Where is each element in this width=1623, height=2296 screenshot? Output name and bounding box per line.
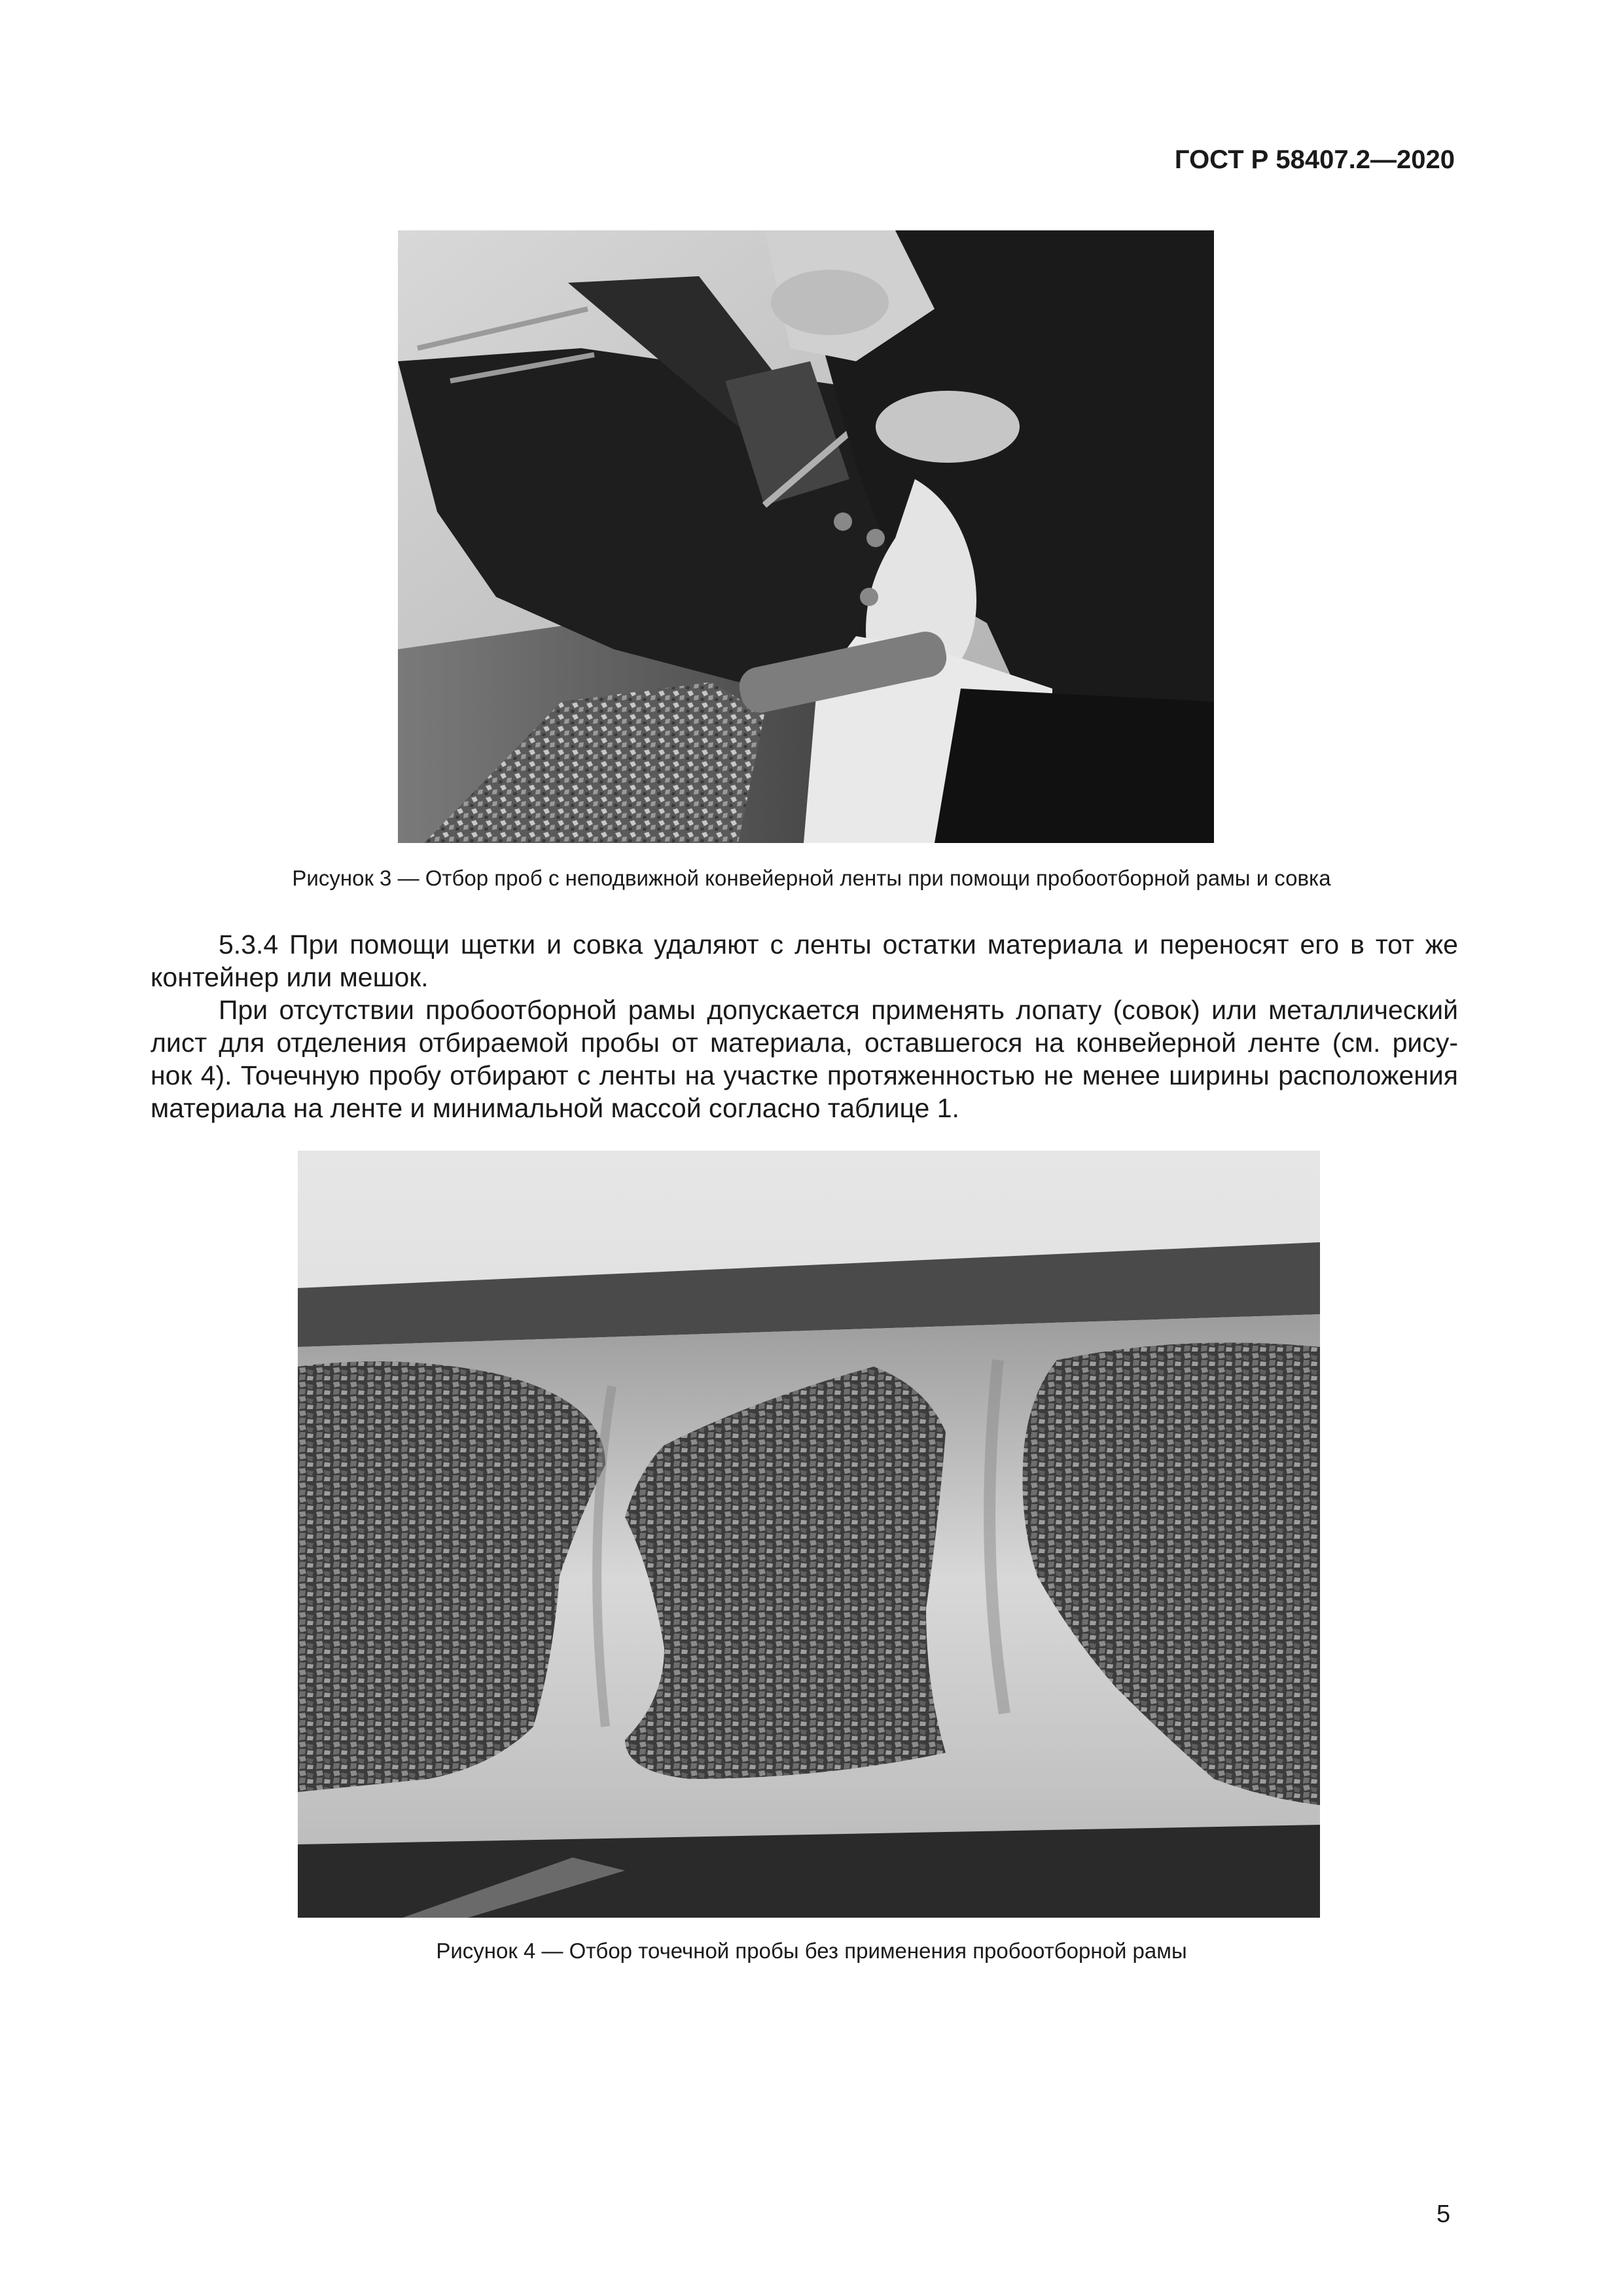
paragraph-line-1: При отсутствии пробоотборной рамы допускается применять лопату (совок) или металлический bbox=[219, 995, 1458, 1025]
paragraph-5-3-4-text: 5.3.4 При помощи щетки и совка удаляют с ленты остатки материала и переносят его в тот же контейнер или мешок. bbox=[151, 929, 1458, 992]
figure-4-photo bbox=[298, 1151, 1320, 1918]
paragraph-5-3-4 bbox=[151, 928, 1458, 994]
figure-4-caption: Рисунок 4 — Отбор точечной пробы без применения пробоотборной рамы bbox=[436, 1939, 1187, 1963]
document-header: ГОСТ Р 58407.2—2020 bbox=[1174, 145, 1455, 174]
paragraph-line-2: лист для отделения отбираемой пробы от материала, оставшегося на конвейерной ленте (см. рису- bbox=[151, 1028, 1458, 1058]
figure-3-caption: Рисунок 3 — Отбор проб с неподвижной конвейерной ленты при помощи пробоотборной рамы и совка bbox=[292, 866, 1331, 890]
paragraph-frame-absence bbox=[151, 994, 1458, 1124]
figure-3-photo bbox=[398, 230, 1214, 843]
paragraph-line-3: нок 4). Точечную пробу отбирают с ленты на участке протяженностью не менее ширины расположения bbox=[151, 1060, 1458, 1090]
paragraph-line-4: материала на ленте и минимальной массой согласно таблице 1. bbox=[151, 1093, 959, 1123]
page-number: 5 bbox=[1436, 2200, 1451, 2228]
